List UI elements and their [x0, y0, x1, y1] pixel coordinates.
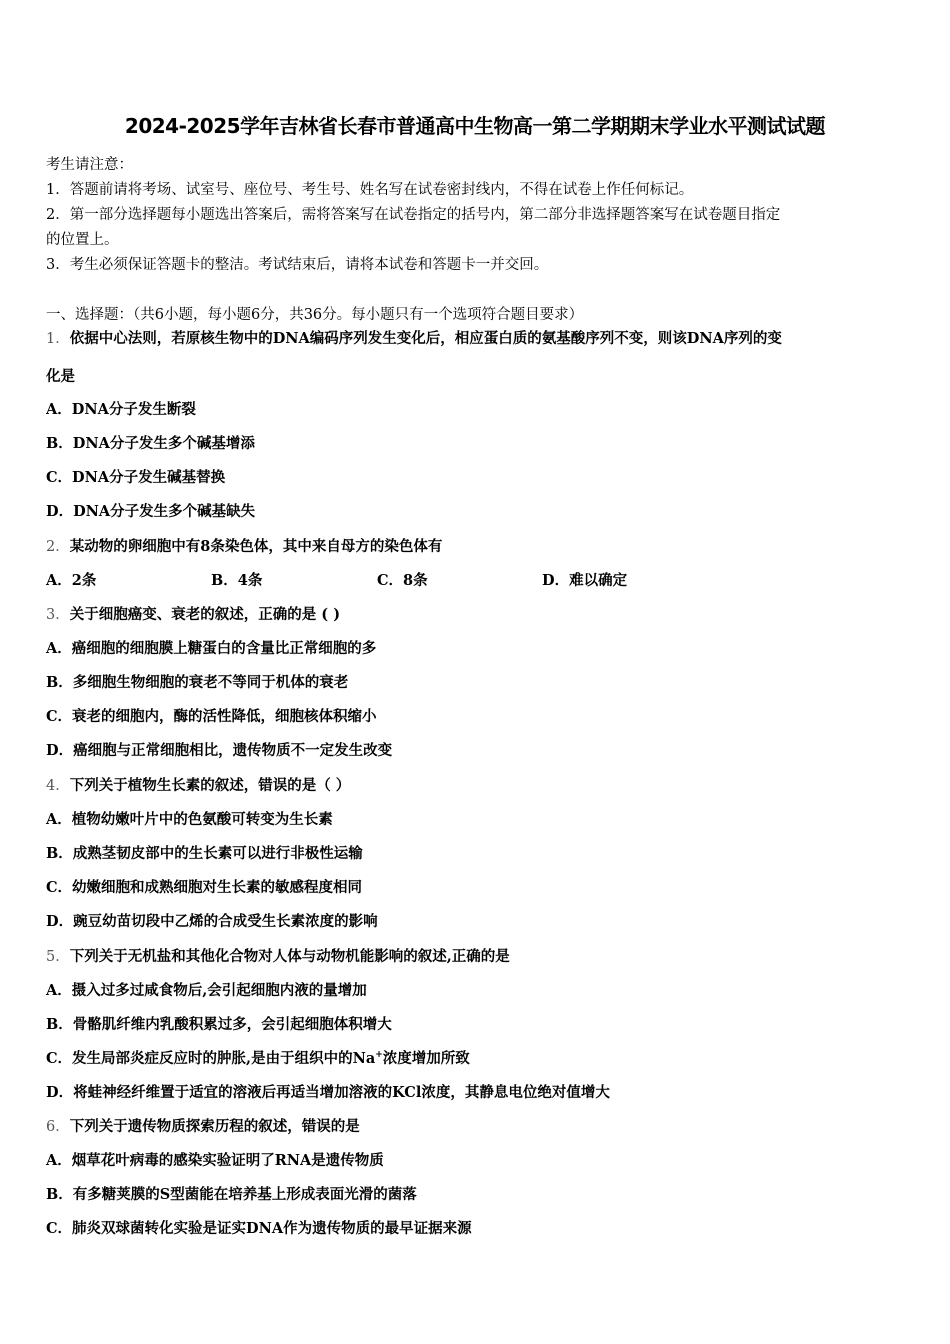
question-1-cont: 化是: [46, 368, 75, 385]
notice-item-3: 3．考生必须保证答题卡的整洁。考试结束后，请将本试卷和答题卡一并交回。: [46, 257, 549, 273]
option-5a[interactable]: A．摄入过多过咸食物后,会引起细胞内液的量增加: [46, 982, 367, 999]
question-number: 4．: [46, 778, 70, 794]
question-5: [46, 945, 906, 966]
option-3b[interactable]: B．多细胞生物细胞的衰老不等同于机体的衰老: [46, 674, 349, 691]
option-5c[interactable]: [46, 1047, 906, 1068]
option-2a[interactable]: A．2条: [46, 572, 97, 589]
section-heading: 一、选择题：（共6小题，每小题6分，共36分。每小题只有一个选项符合题目要求）: [46, 307, 584, 323]
option-5d[interactable]: D．将蛙神经纤维置于适宜的溶液后再适当增加溶液的KCl浓度，其静息电位绝对值增大: [46, 1084, 610, 1101]
page-title: 2024-2025学年吉林省长春市普通高中生物高一第二学期期末学业水平测试试题: [124, 114, 826, 138]
notice-heading: 考生请注意：: [46, 157, 133, 173]
option-5c-tail: 浓度增加所致: [382, 1050, 470, 1067]
question-6: [46, 1115, 906, 1136]
option-4b[interactable]: B．成熟茎韧皮部中的生长素可以进行非极性运输: [46, 845, 363, 862]
option-4d[interactable]: D．豌豆幼苗切段中乙烯的合成受生长素浓度的影响: [46, 913, 378, 930]
option-6a[interactable]: A．烟草花叶病毒的感染实验证明了RNA是遗传物质: [46, 1152, 384, 1169]
superscript-plus: +: [375, 1050, 383, 1061]
question-3: [46, 603, 906, 624]
question-text: 关于细胞癌变、衰老的叙述，正确的是 ( ): [69, 606, 341, 623]
option-2c[interactable]: C．8条: [377, 572, 428, 589]
option-2b[interactable]: B．4条: [211, 572, 263, 589]
question-number: 6．: [46, 1119, 70, 1135]
question-2: [46, 535, 906, 556]
notice-item-2: 2．第一部分选择题每小题选出答案后，需将答案写在试卷指定的括号内，第二部分非选择题答案写在试卷题目指定: [46, 207, 781, 223]
question-text: 依据中心法则，若原核生物中的DNA编码序列发生变化后，相应蛋白质的氨基酸序列不变，则该DNA序列的变: [69, 330, 782, 347]
question-1: [46, 327, 906, 348]
question-text: 下列关于植物生长素的叙述，错误的是（ ）: [69, 777, 351, 794]
question-number: 2．: [46, 539, 70, 555]
question-text: 下列关于遗传物质探索历程的叙述，错误的是: [69, 1118, 360, 1135]
option-1c[interactable]: C．DNA分子发生碱基替换: [46, 469, 226, 486]
option-3a[interactable]: A．癌细胞的细胞膜上糖蛋白的含量比正常细胞的多: [46, 640, 377, 657]
question-number: 5．: [46, 949, 70, 965]
option-2d[interactable]: D．难以确定: [542, 572, 628, 589]
option-6c[interactable]: C．肺炎双球菌转化实验是证实DNA作为遗传物质的最早证据来源: [46, 1220, 472, 1237]
notice-item-2-cont: 的位置上。: [46, 232, 119, 248]
notice-item-1: 1．答题前请将考场、试室号、座位号、考生号、姓名写在试卷密封线内，不得在试卷上作任何标记。: [46, 182, 694, 198]
option-5b[interactable]: B．骨骼肌纤维内乳酸积累过多，会引起细胞体积增大: [46, 1016, 392, 1033]
question-text: 下列关于无机盐和其他化合物对人体与动物机能影响的叙述,正确的是: [69, 948, 510, 965]
option-1d[interactable]: D．DNA分子发生多个碱基缺失: [46, 503, 256, 520]
question-number: 3．: [46, 607, 70, 623]
option-4a[interactable]: A．植物幼嫩叶片中的色氨酸可转变为生长素: [46, 811, 333, 828]
option-3d[interactable]: D．癌细胞与正常细胞相比，遗传物质不一定发生改变: [46, 742, 393, 759]
option-6b[interactable]: B．有多糖荚膜的S型菌能在培养基上形成表面光滑的菌落: [46, 1186, 417, 1203]
option-5c-text: C．发生局部炎症反应时的肿胀,是由于组织中的Na: [46, 1050, 376, 1067]
question-text: 某动物的卵细胞中有8条染色体，其中来自母方的染色体有: [69, 538, 443, 555]
question-number: 1．: [46, 331, 70, 347]
question-4: [46, 774, 906, 795]
option-1b[interactable]: B．DNA分子发生多个碱基增添: [46, 435, 255, 452]
option-1a[interactable]: A．DNA分子发生断裂: [46, 401, 196, 418]
option-4c[interactable]: C．幼嫩细胞和成熟细胞对生长素的敏感程度相同: [46, 879, 363, 896]
option-3c[interactable]: C．衰老的细胞内，酶的活性降低，细胞核体积缩小: [46, 708, 377, 725]
